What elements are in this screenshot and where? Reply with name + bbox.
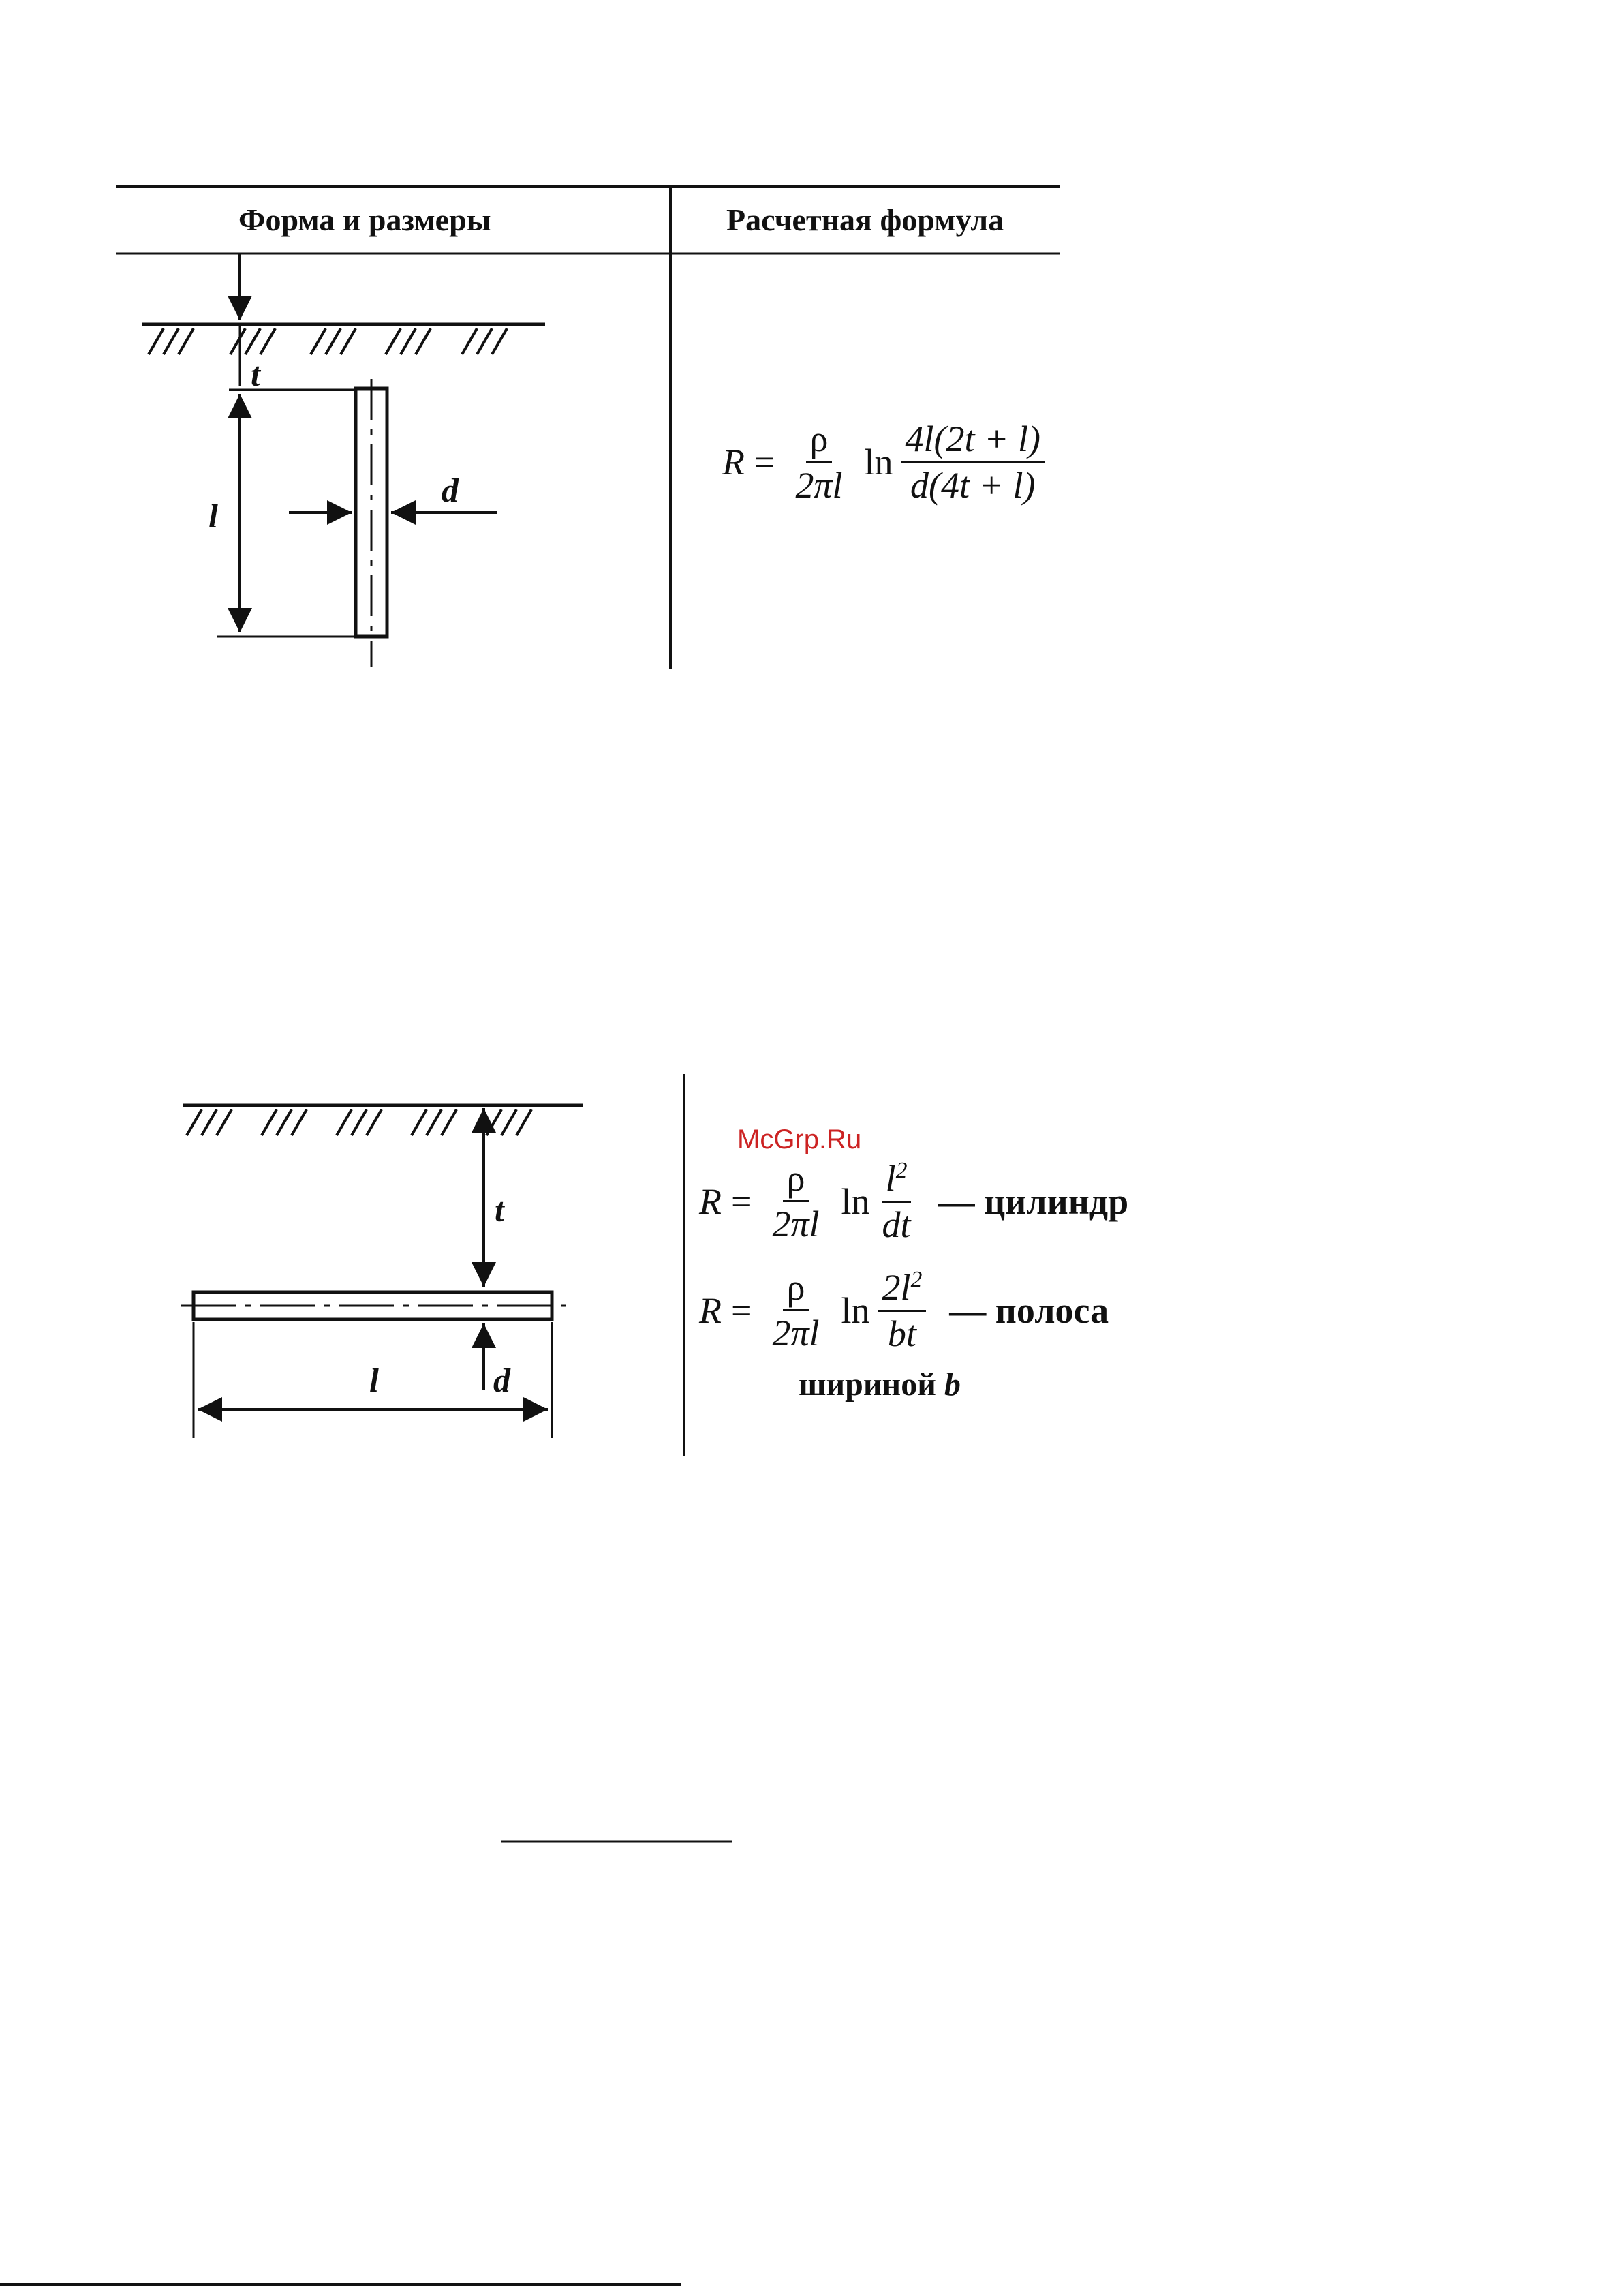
- formula-log-argument: [901, 420, 1045, 504]
- formula-eq: =: [731, 1289, 752, 1331]
- strip-width-text: шириной: [799, 1366, 944, 1403]
- log-denominator: dt: [882, 1204, 911, 1245]
- formula-R: R: [699, 1289, 722, 1331]
- formula-suffix: — полоса: [949, 1289, 1109, 1331]
- formula-log-argument: [878, 1268, 927, 1353]
- formula-strip-suffix-line2: [799, 1366, 961, 1403]
- prefactor-denominator: 2πl: [795, 464, 843, 506]
- label-t-fig2: t: [495, 1191, 504, 1229]
- prefactor-denominator: 2πl: [772, 1313, 820, 1354]
- formula-cylinder: [699, 1159, 1128, 1244]
- formula-prefactor: [791, 420, 846, 504]
- log-numerator: 4l(2t + l): [901, 420, 1045, 463]
- watermark: McGrp.Ru: [737, 1124, 862, 1154]
- label-d-fig2: d: [493, 1361, 510, 1399]
- log-numerator: [878, 1268, 927, 1312]
- formula-strip: [699, 1268, 1109, 1353]
- label-t-fig1: t: [251, 355, 260, 393]
- formula-ln: ln: [841, 1289, 870, 1331]
- log-numerator: [882, 1159, 912, 1203]
- prefactor-denominator: 2πl: [772, 1204, 820, 1245]
- col-formula-header: Расчетная формула: [726, 202, 1004, 237]
- formula-prefactor: [768, 1268, 823, 1353]
- formula-R: R: [722, 442, 745, 483]
- formula-suffix: — цилиндр: [938, 1180, 1129, 1222]
- log-numerator-base: l: [885, 1158, 896, 1199]
- ground-hatch-1: [149, 328, 507, 354]
- log-numerator-base: 2l: [882, 1267, 911, 1308]
- strip-width-var: b: [944, 1366, 961, 1403]
- log-numerator-exponent: 2: [895, 1158, 908, 1183]
- label-d-fig1: d: [442, 471, 459, 509]
- log-numerator-exponent: 2: [910, 1267, 923, 1292]
- formula-ln: ln: [841, 1180, 870, 1222]
- formula-log-argument: [878, 1159, 915, 1244]
- figure-horizontal-electrode: [181, 1105, 583, 1438]
- prefactor-numerator: ρ: [783, 1159, 809, 1203]
- prefactor-numerator: ρ: [806, 420, 833, 463]
- label-l-fig1: l: [208, 497, 218, 535]
- ground-hatch-2: [187, 1109, 531, 1135]
- prefactor-numerator: ρ: [783, 1268, 809, 1312]
- formula-vertical-electrode: [722, 420, 1051, 504]
- log-denominator: d(4t + l): [910, 464, 1036, 506]
- col-shape-header: Форма и размеры: [238, 202, 491, 237]
- formula-eq: =: [731, 1180, 752, 1222]
- formula-R: R: [699, 1180, 722, 1222]
- figure-vertical-electrode: [142, 254, 545, 667]
- formula-ln: ln: [864, 442, 893, 483]
- label-l-fig2: l: [369, 1361, 379, 1399]
- formula-prefactor: [768, 1159, 823, 1244]
- formula-eq: =: [754, 442, 775, 483]
- log-denominator: bt: [887, 1313, 916, 1354]
